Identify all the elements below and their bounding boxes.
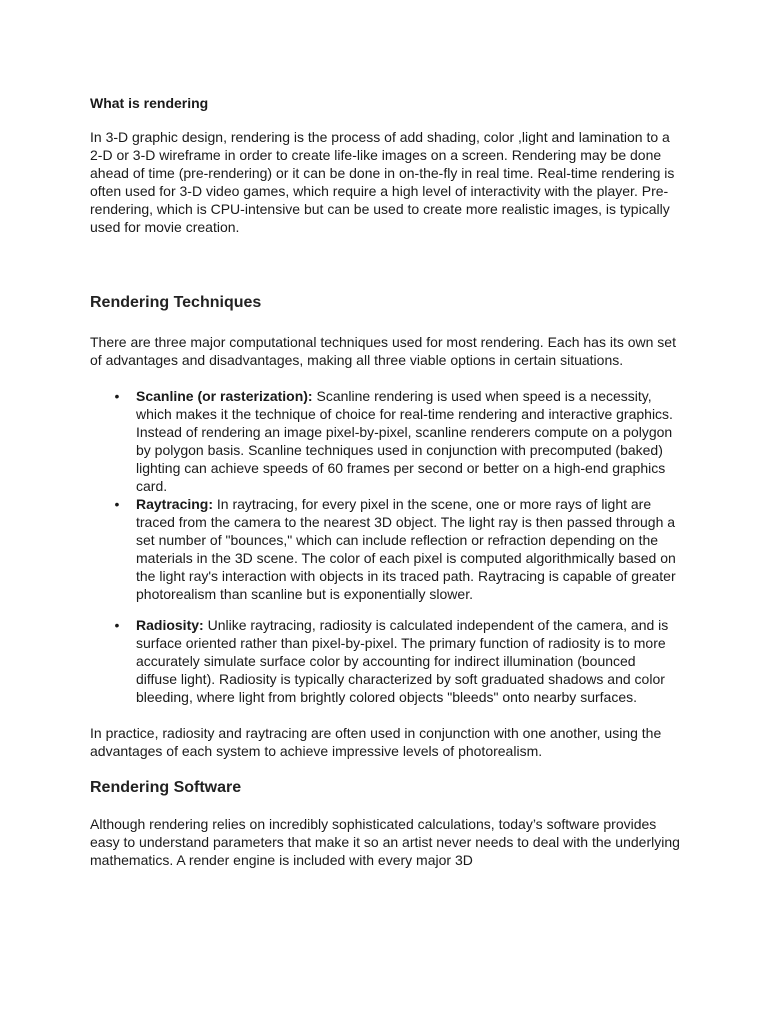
section-heading-what-is-rendering: What is rendering [90,95,209,111]
rendering-definition-paragraph: In 3-D graphic design, rendering is the process of add shading, color ,light and lamination to a 2-D or 3-D wireframe in order to create life-like images on a screen. Rendering may be done ahead of time (pre-rendering) or it can be done in on-the-fly in real time. Real-time rendering is often used for 3-D video games, which require a high level of interactivity with the player. Pre-rendering, which is CPU-intensive but can be used to create more realistic images, is typically used for movie creation. [90,129,675,235]
bullet-term: Radiosity: [136,617,204,633]
list-item-raytracing [90,495,680,603]
techniques-intro-paragraph: There are three major computational techniques used for most rendering. Each has its own set of advantages and disadvantages, making all three viable options in certain situations. [90,334,676,368]
document-page [90,94,680,869]
bullet-text: Scanline rendering is used when speed is a necessity, which makes it the technique of choice for real-time rendering and interactive graphics. Instead of rendering an image pixel-by-pixel, scanline renderers compute on a polygon by polygon basis. Scanline techniques used in conjunction with precomputed (baked) lighting can achieve speeds of 60 frames per second or better on a high-end graphics card. [136,388,673,494]
list-item-radiosity [90,616,680,706]
techniques-conclusion-paragraph: In practice, radiosity and raytracing are often used in conjunction with one another, using the advantages of each system to achieve impressive levels of photorealism. [90,725,662,759]
bullet-icon: • [114,617,120,633]
bullet-icon: • [114,388,120,404]
section-heading-rendering-software: Rendering Software [90,779,242,796]
section-heading-rendering-techniques: Rendering Techniques [90,294,262,311]
techniques-list [90,387,680,706]
bullet-term: Raytracing: [136,496,214,512]
bullet-text: In raytracing, for every pixel in the scene, one or more rays of light are traced from the camera to the nearest 3D object. The light ray is then passed through a set number of "bounces," which can include reflection or refraction depending on the materials in the 3D scene. The color of each pixel is computed algorithmically based on the light ray's interaction with objects in its traced path. Raytracing is capable of greater photorealism than scanline but is exponentially slower. [136,496,676,602]
bullet-text: Unlike raytracing, radiosity is calculated independent of the camera, and is surface oriented rather than pixel-by-pixel. The primary function of radiosity is to more accurately simulate surface color by accounting for indirect illumination (bounced diffuse light). Radiosity is typically characterized by soft graduated shadows and color bleeding, where light from brightly colored objects "bleeds" onto nearby surfaces. [136,617,669,705]
list-item-scanline [90,387,680,495]
bullet-term: Scanline (or rasterization): [136,388,313,404]
rendering-software-paragraph: Although rendering relies on incredibly sophisticated calculations, today’s software provides easy to understand parameters that make it so an artist never needs to deal with the underlying mathematics. A render engine is included with every major 3D [90,816,680,868]
bullet-icon: • [114,496,120,512]
